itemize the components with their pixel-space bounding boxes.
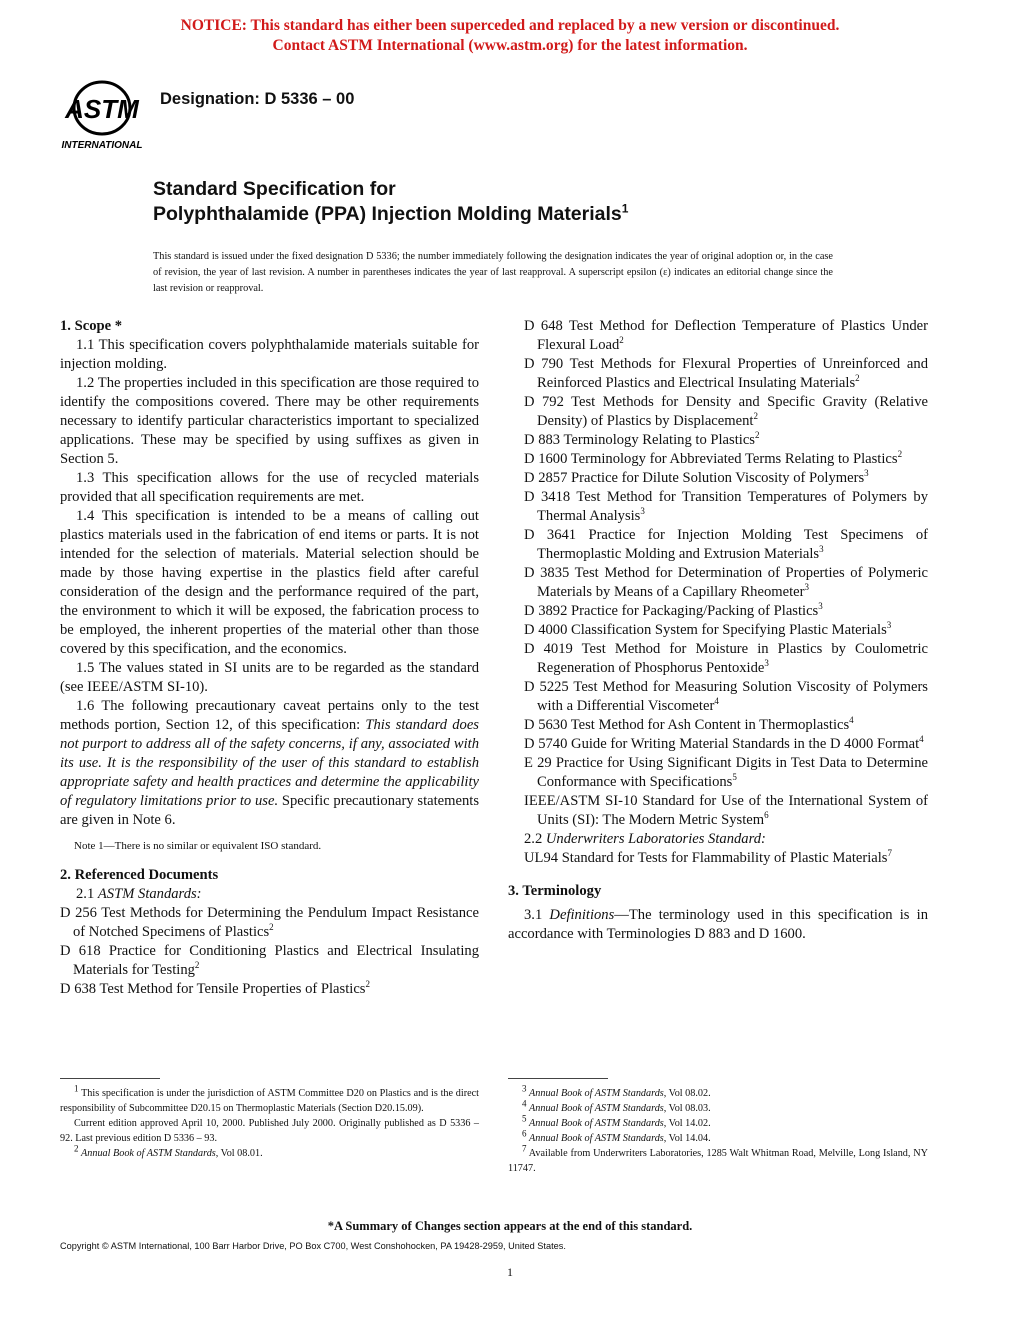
footnote-rule-right	[508, 1078, 608, 1079]
astm-logo	[58, 78, 146, 152]
ref-item-text: D 5630 Test Method for Ash Content in Thermoplastics	[524, 717, 850, 733]
footnote	[60, 1116, 479, 1146]
ref-item-text: D 792 Test Methods for Density and Specific Gravity (Relative Density) of Plastics by Displacement	[524, 394, 928, 429]
ref-item	[508, 792, 928, 830]
scope-1-2: 1.2 The properties included in this specification are those required to identify the compositions covered. There may be other requirements necessary to identify particular characteristics important to specialized applications. These may be specified by using suffixes as given in Section 5.	[60, 375, 479, 467]
ref-item	[508, 469, 928, 488]
designation: Designation: D 5336 – 00	[160, 90, 355, 108]
footnote-text: , Vol 08.01.	[215, 1148, 263, 1159]
ref-item	[508, 621, 928, 640]
footnote-text: This specification is under the jurisdiction of ASTM Committee D20 on Plastics and is the direct responsibility of Subcommittee D20.15 on Thermoplastic Materials (Section D20.15.09).	[60, 1088, 479, 1114]
footnote-publication: Annual Book of ASTM Standards	[529, 1103, 664, 1114]
title-line-2: Polyphthalamide (PPA) Injection Molding Materials	[153, 203, 622, 225]
ul94-text: UL94 Standard for Tests for Flammability of Plastic Materials	[524, 850, 888, 866]
ref-item-ul94	[508, 849, 928, 868]
ref-item-footnote-ref: 2	[194, 960, 200, 971]
ref-item	[508, 393, 928, 431]
ul-standard-text: Underwriters Laboratories Standard:	[545, 831, 766, 847]
ref-item-text: D 4000 Classification System for Specifying Plastic Materials	[524, 622, 887, 638]
footnote-publication: Annual Book of ASTM Standards	[529, 1088, 664, 1099]
footnote	[508, 1098, 928, 1116]
scope-1-6	[60, 697, 479, 830]
ul-standard-num: 2.2	[524, 831, 546, 847]
footnotes-left	[60, 1083, 479, 1161]
ref-item-footnote-ref: 4	[714, 696, 719, 707]
footnotes-right	[508, 1083, 928, 1176]
supersede-notice	[0, 16, 1020, 56]
notice-line-1: NOTICE: This standard has either been superceded and replaced by a new version or discontinued.	[180, 17, 840, 34]
footnote-publication: Annual Book of ASTM Standards	[81, 1148, 216, 1159]
ref-item	[508, 602, 928, 621]
scope-1-5: 1.5 The values stated in SI units are to be regarded as the standard (see IEEE/ASTM SI-10).	[60, 660, 479, 695]
astm-standards-num: 2.1	[76, 886, 98, 902]
ref-item	[508, 450, 928, 469]
ref-item-text: D 618 Practice for Conditioning Plastics and Electrical Insulating Materials for Testing	[60, 943, 479, 978]
astm-standards-label	[60, 885, 479, 904]
footnote-number: 1	[74, 1083, 79, 1094]
ref-item-footnote-ref: 2	[754, 430, 760, 441]
footnote-number: 4	[522, 1098, 527, 1109]
footnote	[508, 1113, 928, 1131]
footnote	[60, 1143, 479, 1161]
ref-item-text: D 638 Test Method for Tensile Properties of Plastics	[60, 981, 366, 997]
ref-item-text: D 4019 Test Method for Moisture in Plastics by Coulometric Regeneration of Phosphorus Pentoxide	[524, 641, 928, 676]
footnote-number: 7	[522, 1143, 527, 1154]
footnote	[508, 1143, 928, 1176]
logo-caption: INTERNATIONAL	[61, 140, 143, 151]
astm-standards-text: ASTM Standards:	[97, 886, 202, 902]
ref-item-text: IEEE/ASTM SI-10 Standard for Use of the International System of Units (SI): The Modern Metric System	[524, 793, 928, 828]
ref-item	[60, 942, 479, 980]
footnote-publication: Annual Book of ASTM Standards	[529, 1118, 664, 1129]
ref-item-text: D 5225 Test Method for Measuring Solution Viscosity of Polymers with a Differential Viscometer	[524, 679, 928, 714]
terminology-term: Definitions	[549, 907, 615, 923]
ref-item	[508, 716, 928, 735]
ref-item	[508, 564, 928, 602]
ref-item-text: D 2857 Practice for Dilute Solution Viscosity of Polymers	[524, 470, 865, 486]
footnote-rule-left	[60, 1078, 160, 1079]
ref-item	[508, 754, 928, 792]
ref-item-footnote-ref: 4	[919, 734, 924, 745]
document-title	[153, 177, 628, 227]
ref-item-text: D 883 Terminology Relating to Plastics	[524, 432, 755, 448]
footnote-number: 6	[522, 1128, 527, 1139]
footnote-text: , Vol 14.02.	[663, 1118, 711, 1129]
ref-item	[508, 317, 928, 355]
ref-item-footnote-ref: 2	[753, 411, 758, 422]
ref-item-text: D 3641 Practice for Injection Molding Test Specimens of Thermoplastic Molding and Extrusion Materials	[524, 527, 928, 562]
footnote-number: 5	[522, 1113, 527, 1124]
ref-item-footnote-ref: 2	[897, 449, 903, 460]
footnote	[508, 1083, 928, 1101]
scope-1-6-end: Specific precautionary statements are given in Note 6.	[60, 793, 479, 828]
title-line-1: Standard Specification for	[153, 178, 396, 200]
left-ref-list	[60, 904, 479, 999]
footnote-number: 3	[522, 1083, 527, 1094]
ref-item	[508, 355, 928, 393]
ref-item-text: E 29 Practice for Using Significant Digits in Test Data to Determine Conformance with Specifications	[524, 755, 928, 790]
scope-1-1: 1.1 This specification covers polyphthalamide materials suitable for injection molding.	[60, 337, 479, 372]
scope-1-6-start: 1.6 The following precautionary caveat pertains only to the test methods portion, Section 12, of this specification:	[60, 698, 479, 733]
ref-item-footnote-ref: 3	[864, 468, 869, 479]
terminology-text: —The terminology used in this specification is in accordance with Terminologies D 883 and D 1600.	[508, 907, 928, 942]
summary-of-changes: *A Summary of Changes section appears at the end of this standard.	[327, 1219, 693, 1233]
terminology-3-1	[508, 906, 928, 944]
ref-item-footnote-ref: 3	[819, 544, 824, 555]
page-number: 1	[507, 1265, 513, 1279]
ref-item-footnote-ref: 3	[886, 620, 892, 631]
footnote-text: , Vol 08.02.	[663, 1088, 711, 1099]
ul-standard-label	[508, 830, 928, 849]
ref-item-footnote-ref: 6	[764, 810, 769, 821]
ref-item	[508, 735, 928, 754]
scope-1-4: 1.4 This specification is intended to be a means of calling out plastics materials used in the fabrication of end items or parts. It is not intended for the selection of materials. Material selection should be made by those having expertise in the plastics field after careful consideration of the design and the performance required of the part, the environment to which it will be exposed, the fabrication process to be employed, the inherent properties of the material other than those covered by this specification, and the economics.	[60, 508, 479, 657]
ref-item-footnote-ref: 4	[849, 715, 854, 726]
footnote-text: Available from Underwriters Laboratories, 1285 Walt Whitman Road, Melville, Long Island, NY 11747.	[508, 1148, 928, 1174]
ref-item	[508, 526, 928, 564]
ref-item-footnote-ref: 3	[818, 601, 823, 612]
ref-item-footnote-ref: 3	[640, 506, 645, 517]
ref-item	[508, 640, 928, 678]
ref-item	[60, 904, 479, 942]
issued-note: This standard is issued under the fixed designation D 5336; the number immediately following the designation indicates the year of original adoption or, in the case of revision, the year of last revision. A number in parentheses indicates the year of last reapproval. A superscript epsilon (ε) indicates an editorial change since the last revision or reapproval.	[153, 251, 833, 294]
ref-item-text: D 3418 Test Method for Transition Temperatures of Polymers by Thermal Analysis	[524, 489, 928, 524]
ref-item	[60, 980, 479, 999]
scope-heading: 1. Scope *	[60, 318, 123, 334]
ref-item-footnote-ref: 2	[619, 335, 624, 346]
terminology-num: 3.1	[524, 907, 550, 923]
left-column	[60, 317, 479, 999]
ref-item-text: D 648 Test Method for Deflection Temperature of Plastics Under Flexural Load	[524, 318, 928, 353]
title-footnote-ref: 1	[621, 201, 629, 216]
notice-line-2: Contact ASTM International (www.astm.org) for the latest information.	[272, 37, 748, 54]
footnote	[508, 1128, 928, 1146]
ref-item-text: D 790 Test Methods for Flexural Properties of Unreinforced and Reinforced Plastics and Electrical Insulating Materials	[524, 356, 928, 391]
ref-item-text: D 3892 Practice for Packaging/Packing of Plastics	[524, 603, 819, 619]
ref-item	[508, 431, 928, 450]
ref-item-footnote-ref: 2	[855, 373, 860, 384]
terminology-heading: 3. Terminology	[508, 883, 602, 899]
ul94-sup: 7	[887, 848, 892, 859]
copyright-line: Copyright © ASTM International, 100 Barr Harbor Drive, PO Box C700, West Conshohocken, PA 19428-2959, United States.	[60, 1241, 566, 1251]
footnote	[60, 1083, 479, 1116]
refdocs-heading: 2. Referenced Documents	[60, 867, 219, 883]
scope-1-3: 1.3 This specification allows for the use of recycled materials provided that all specification requirements are met.	[60, 470, 479, 505]
footnote-text: Current edition approved April 10, 2000. Published July 2000. Originally published as D 5336 – 92. Last previous edition D 5336 – 93.	[60, 1118, 479, 1144]
ref-item	[508, 678, 928, 716]
ref-item-text: D 256 Test Methods for Determining the Pendulum Impact Resistance of Notched Specimens of Plastics	[60, 905, 479, 940]
ref-item-footnote-ref: 2	[365, 979, 370, 990]
logo-mark: ASTM	[65, 94, 139, 124]
footnote-text: , Vol 08.03.	[663, 1103, 711, 1114]
footnote-number: 2	[74, 1143, 79, 1154]
ref-item-footnote-ref: 5	[732, 772, 737, 783]
ref-item-text: D 5740 Guide for Writing Material Standards in the D 4000 Format	[524, 736, 920, 752]
ref-item-footnote-ref: 3	[764, 658, 769, 669]
right-column	[508, 317, 928, 944]
ref-item-text: D 3835 Test Method for Determination of Properties of Polymeric Materials by Means of a Capillary Rheometer	[524, 565, 928, 600]
safety-caveat: This standard does not purport to address all of the safety concerns, if any, associated with its use. It is the responsibility of the user of this standard to establish appropriate safety and health practices and determine the applicability of regulatory limitations prior to use.	[60, 717, 479, 809]
footnote-text: , Vol 14.04.	[663, 1133, 711, 1144]
note-1: Note 1—There is no similar or equivalent ISO standard.	[74, 840, 322, 852]
ref-item-footnote-ref: 3	[804, 582, 809, 593]
footnote-publication: Annual Book of ASTM Standards	[529, 1133, 664, 1144]
ref-item	[508, 488, 928, 526]
ref-item-footnote-ref: 2	[269, 922, 274, 933]
right-ref-list	[508, 317, 928, 830]
ref-item-text: D 1600 Terminology for Abbreviated Terms Relating to Plastics	[524, 451, 898, 467]
